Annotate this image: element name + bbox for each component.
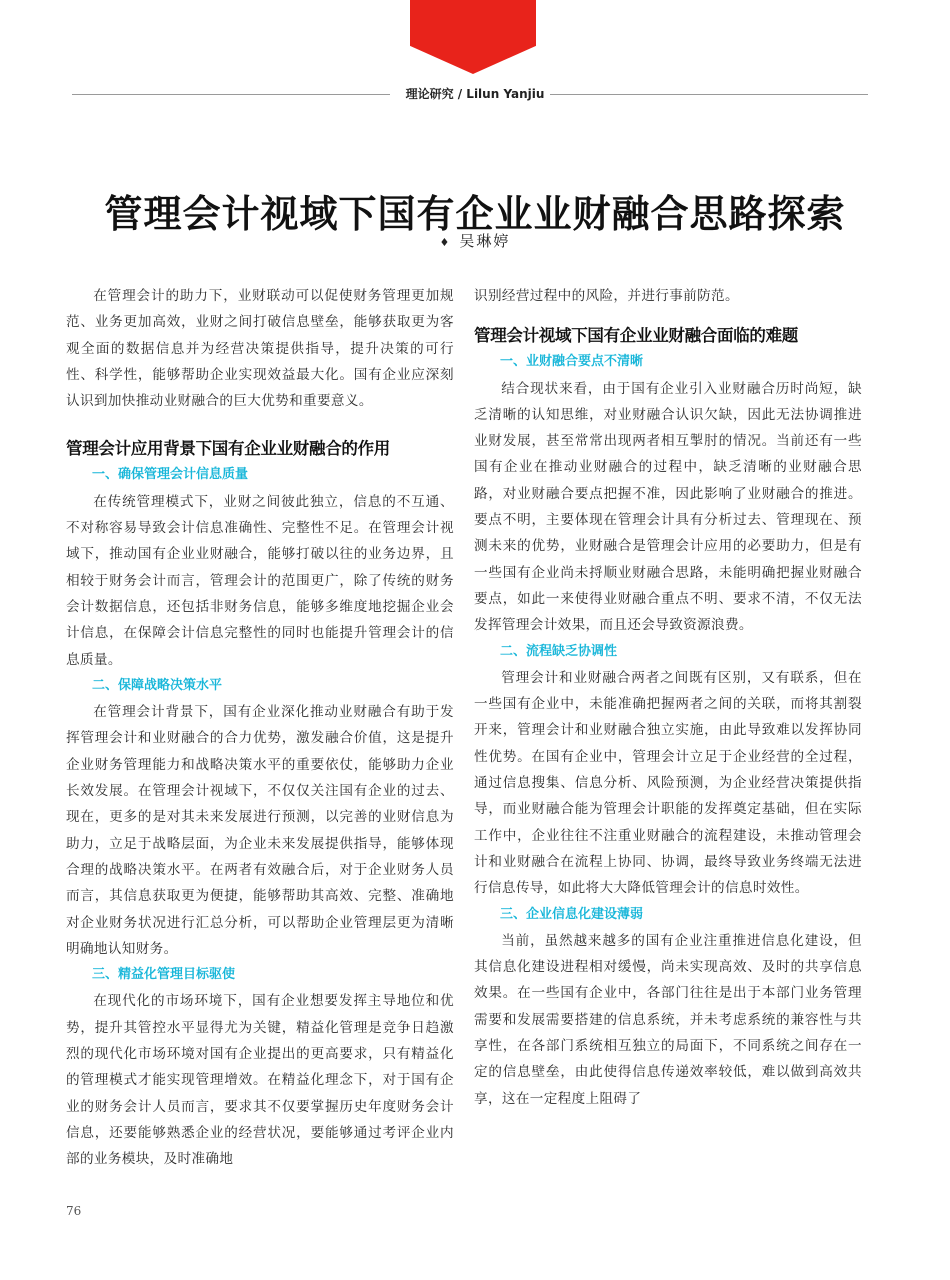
left-column [66,283,454,1173]
intro-paragraph: 在管理会计的助力下，业财联动可以促使财务管理更加规范、业务更加高效，业财之间打破信息壁垒，能够获取更为客观全面的数据信息并为经营决策提供指导，提升决策的可行性、科学性，能够帮助企业实现效益最大化。国有企业应深刻认识到加快推动业财融合的巨大优势和重要意义。 [66,288,454,410]
paragraph-lean-management: 在现代化的市场环境下，国有企业想要发挥主导地位和优势，提升其管控水平显得尤为关键，精益化管理是竞争日趋激烈的现代化市场环境对国有企业提出的更高要求，只有精益化的管理模式才能实现管理增效。在精益化理念下，对于国有企业的财务会计人员而言，要求其不仅要掌握历史年度财务会计信息，还要能够熟悉企业的经营状况，要能够通过考评企业内部的业务模块，及时准确地 [66,993,454,1168]
section-heading-problems: 管理会计视域下国有企业业财融合面临的难题 [474,326,799,346]
diamond-icon: ♦ [439,236,452,249]
paragraph-strategy: 在管理会计背景下，国有企业深化推动业财融合有助于发挥管理会计和业财融合的合力优势，激发融合价值，这是提升企业财务管理能力和战略决策水平的重要依仗，能够助力企业长效发展。在管理会计视域下，不仅仅关注国有企业的过去、现在，更多的是对其未来发展进行预测，以完善的业财信息为助力，立足于战略层面，为企业未来发展提供指导，能够体现合理的战略决策水平。在两者有效融合后，对于企业财务人员而言，其信息获取更为便捷，能够帮助其高效、完整、准确地对企业财务状况进行汇总分析，可以帮助企业管理层更为清晰明确地认知财务。 [66,704,454,957]
subheading-process-coordination: 二、流程缺乏协调性 [500,643,618,659]
author-line [375,230,575,251]
paragraph-informatization: 当前，虽然越来越多的国有企业注重推进信息化建设，但其信息化建设进程相对缓慢，尚未实现高效、及时的共享信息效果。在一些国有企业中，各部门往往是出于本部门业务管理需要和发展需要搭建的信息系统，并未考虑系统的兼容性与共享性，在各部门系统相互独立的局面下，不同系统之间存在一定的信息壁垒，由此使得信息传递效率较低，难以做到高效共享，这在一定程度上阻碍了 [474,932,862,1107]
header-rule-left [72,94,390,95]
paragraph-info-quality: 在传统管理模式下，业财之间彼此独立，信息的不互通、不对称容易导致会计信息准确性、完整性不足。在管理会计视域下，推动国有企业业财融合，能够打破以往的业务边界，且相较于财务会计而言，管理会计的范围更广，除了传统的财务会计数据信息，还包括非财务信息，能够多维度地挖掘企业会计信息，在保障会计信息完整性的同时也能提升管理会计的信息质量。 [66,493,454,668]
subheading-unclear-points: 一、业财融合要点不清晰 [500,354,644,370]
author-name: 吴琳婷 [459,232,511,250]
page-number: 76 [66,1204,82,1218]
header-rule-right [550,94,868,95]
section-heading-role: 管理会计应用背景下国有企业业财融合的作用 [66,439,391,459]
right-column [474,283,862,1112]
subheading-informatization: 三、企业信息化建设薄弱 [500,906,644,922]
article-title: 管理会计视域下国有企业业财融合思路探索 [104,192,846,237]
paragraph-process-coordination: 管理会计和业财融合两者之间既有区别，又有联系，但在一些国有企业中，未能准确把握两者之间的关联，而将其割裂开来，管理会计和业财融合独立实施，由此导致难以发挥协同性优势。在国有企业中，管理会计立足于企业经营的全过程，通过信息搜集、信息分析、风险预测，为企业经营决策提供指导，而业财融合能为管理会计职能的发挥奠定基础，但在实际工作中，企业往往不注重业财融合的流程建设，未推动管理会计和业财融合在流程上协同、协调，最终导致业务终端无法进行信息传导，如此将大大降低管理会计的信息时效性。 [474,669,862,897]
section-tab-marker [410,0,536,74]
section-label: 理论研究 / Lilun Yanjiu [405,87,545,101]
paragraph-unclear-points: 结合现状来看，由于国有企业引入业财融合历时尚短，缺乏清晰的认知思维，对业财融合认识欠缺，因此无法协调推进业财发展，甚至常常出现两者相互掣肘的情况。当前还有一些国有企业在推动业财融合的过程中，缺乏清晰的业财融合思路，对业财融合要点把握不准，因此影响了业财融合的推进。要点不明，主要体现在管理会计具有分析过去、管理现在、预测未来的优势，业财融合是管理会计应用的必要助力，但是有一些国有企业尚未捋顺业财融合思路，未能明确把握业财融合要点，如此一来使得业财融合重点不明、要求不清，不仅无法发挥管理会计效果，而且还会导致资源浪费。 [474,380,862,634]
subheading-info-quality: 一、确保管理会计信息质量 [92,467,249,483]
continuation-paragraph: 识别经营过程中的风险，并进行事前防范。 [474,288,739,304]
subheading-lean-management: 三、精益化管理目标驱使 [92,967,236,983]
subheading-strategy: 二、保障战略决策水平 [92,677,223,693]
